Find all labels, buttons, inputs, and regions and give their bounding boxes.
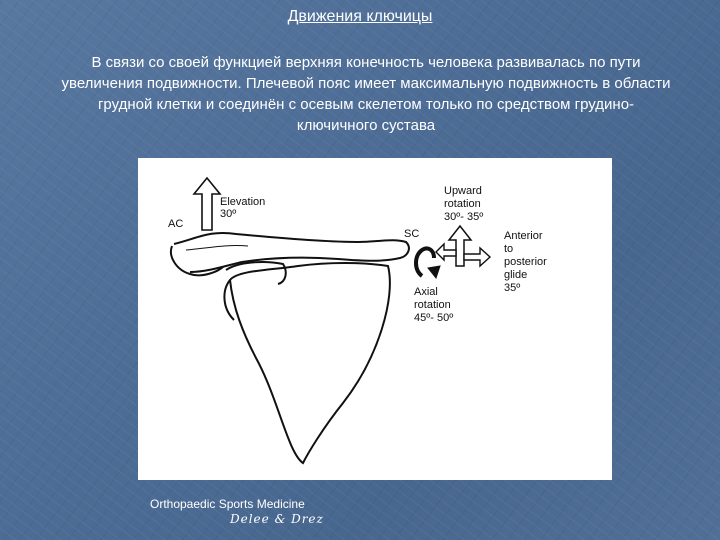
glide-arrow-right-icon (464, 248, 490, 266)
source-credit: Orthopaedic Sports Medicine (150, 497, 305, 511)
ac-label: AC (168, 218, 184, 230)
glide-arrow-left-icon (436, 244, 456, 260)
axial-rotation-label-1: Axial (414, 286, 438, 298)
scapula-outline (230, 263, 390, 463)
anterior-glide-label-3: posterior (504, 256, 547, 268)
elevation-label: Elevation (220, 196, 266, 208)
upward-rotation-value: 30º- 35º (444, 211, 484, 223)
sc-label: SC (404, 228, 420, 240)
slide-paragraph: В связи со своей функцией верхняя конечность человека развивалась по пути увеличения подвижности. Плечевой пояс имеет максимальную подвижность в области грудной клетки и соединён с осевым скелетом только по средством грудино-ключичного сустава (61, 54, 671, 134)
elevation-arrow-icon (194, 178, 220, 230)
scapula-clavicle-drawing (138, 158, 612, 480)
upward-rotation-label-2: rotation (444, 198, 481, 210)
coracoid (226, 262, 286, 284)
anterior-glide-label-1: Anterior (504, 230, 543, 242)
axial-rotation-value: 45º- 50º (414, 312, 454, 324)
elevation-value: 30º (220, 208, 237, 220)
axial-rotation-label-2: rotation (414, 299, 451, 311)
anterior-glide-value: 35º (504, 282, 521, 294)
clavicle-figure (138, 158, 612, 480)
source-authors: Delee & Drez (230, 512, 324, 526)
anterior-glide-label-2: to (504, 243, 514, 255)
upward-rotation-label-1: Upward (444, 185, 482, 197)
anterior-glide-label-4: glide (504, 269, 528, 281)
slide-title: Движения ключицы (287, 8, 433, 25)
